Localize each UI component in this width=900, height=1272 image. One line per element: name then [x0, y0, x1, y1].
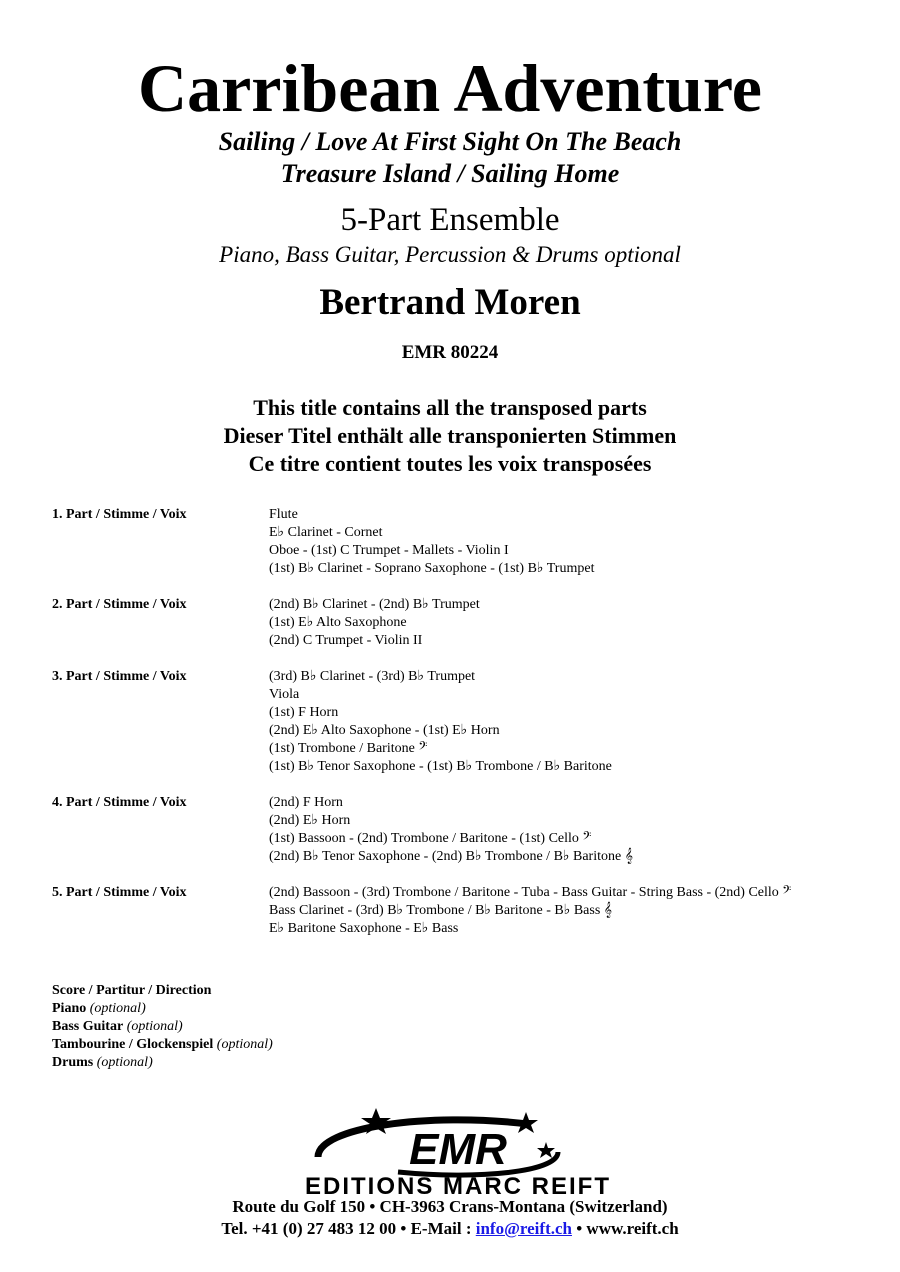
part-instrument-lines	[269, 884, 872, 938]
part-instrument-lines	[269, 506, 872, 578]
email-link[interactable]: info@reift.ch	[475, 1219, 572, 1238]
instrument-line: E♭ Clarinet - Cornet	[269, 525, 383, 540]
instrument-line: (2nd) C Trumpet - Violin II	[269, 633, 423, 648]
instrument-line: (2nd) B♭ Tenor Saxophone - (2nd) B♭ Trombone / B♭ Baritone 𝄞	[269, 849, 633, 864]
part-label: 1. Part / Stimme / Voix	[52, 507, 187, 522]
publisher-address: Route du Golf 150 • CH-3963 Crans-Montana (Switzerland)	[232, 1197, 668, 1216]
logo-text: EMR	[409, 1125, 507, 1174]
notice-english: This title contains all the transposed parts	[253, 395, 647, 420]
subtitle-line-2: Treasure Island / Sailing Home	[280, 159, 620, 188]
composer-name: Bertrand Moren	[319, 282, 581, 323]
notice-french: Ce titre contient toutes les voix transposées	[248, 451, 652, 476]
instrument-line: (1st) Bassoon - (2nd) Trombone / Baritone - (1st) Cello 𝄢	[269, 831, 592, 846]
instrument-line: (1st) E♭ Alto Saxophone	[269, 615, 407, 630]
instrument-line: E♭ Baritone Saxophone - E♭ Bass	[269, 921, 459, 936]
subtitle-line-1: Sailing / Love At First Sight On The Beach	[218, 127, 682, 156]
instrument-line: (1st) Trombone / Baritone 𝄢	[269, 741, 428, 756]
part-label: 4. Part / Stimme / Voix	[52, 795, 187, 810]
part-label: 2. Part / Stimme / Voix	[52, 597, 187, 612]
part-group	[52, 506, 872, 578]
part-group	[52, 668, 872, 776]
part-group	[52, 794, 872, 866]
instrument-line: (1st) F Horn	[269, 705, 339, 720]
extras-list	[52, 982, 273, 1072]
instrument-line: (2nd) F Horn	[269, 795, 343, 810]
instrument-line: (3rd) B♭ Clarinet - (3rd) B♭ Trumpet	[269, 669, 476, 684]
star-icon	[514, 1112, 538, 1133]
instrument-line: Viola	[269, 687, 300, 702]
publisher-contact	[0, 1218, 900, 1240]
part-group	[52, 884, 872, 938]
part-label: 5. Part / Stimme / Voix	[52, 885, 187, 900]
instrument-line: (2nd) E♭ Alto Saxophone - (1st) E♭ Horn	[269, 723, 500, 738]
extra-score: Score / Partitur / Direction	[52, 983, 212, 998]
extra-piano: Piano (optional)	[52, 1001, 146, 1016]
notice-german: Dieser Titel enthält alle transponierten Stimmen	[223, 423, 677, 448]
ensemble-type: 5-Part Ensemble	[340, 202, 560, 238]
contact-suffix: • www.reift.ch	[571, 1219, 679, 1238]
extra-bass-guitar: Bass Guitar (optional)	[52, 1019, 183, 1034]
catalog-number: EMR 80224	[401, 342, 499, 363]
piece-title: Carribean Adventure	[138, 50, 762, 126]
instrument-line: Bass Clarinet - (3rd) B♭ Trombone / B♭ Baritone - B♭ Bass 𝄞	[269, 903, 613, 918]
extra-tambourine: Tambourine / Glockenspiel (optional)	[52, 1037, 273, 1052]
parts-list	[52, 506, 872, 938]
emr-logo	[258, 1102, 658, 1202]
contact-prefix: Tel. +41 (0) 27 483 12 00 • E-Mail :	[221, 1219, 476, 1238]
part-label: 3. Part / Stimme / Voix	[52, 669, 187, 684]
instrument-line: Oboe - (1st) C Trumpet - Mallets - Violin I	[269, 543, 509, 558]
instrument-line: Flute	[269, 507, 298, 522]
star-icon	[537, 1142, 555, 1158]
part-group	[52, 596, 872, 650]
instrument-line: (1st) B♭ Clarinet - Soprano Saxophone - (1st) B♭ Trumpet	[269, 561, 595, 576]
part-instrument-lines	[269, 668, 872, 776]
publisher-name: EDITIONS MARC REIFT	[305, 1173, 611, 1200]
instrument-line: (2nd) E♭ Horn	[269, 813, 351, 828]
instrument-line: (2nd) Bassoon - (3rd) Trombone / Baritone - Tuba - Bass Guitar - String Bass - (2nd) Cello 𝄢	[269, 885, 792, 900]
instrument-line: (2nd) B♭ Clarinet - (2nd) B♭ Trumpet	[269, 597, 480, 612]
part-instrument-lines	[269, 596, 872, 650]
part-instrument-lines	[269, 794, 872, 866]
instrument-line: (1st) B♭ Tenor Saxophone - (1st) B♭ Trombone / B♭ Baritone	[269, 759, 612, 774]
extra-drums: Drums (optional)	[52, 1055, 153, 1070]
instrumentation-note: Piano, Bass Guitar, Percussion & Drums optional	[219, 242, 681, 267]
